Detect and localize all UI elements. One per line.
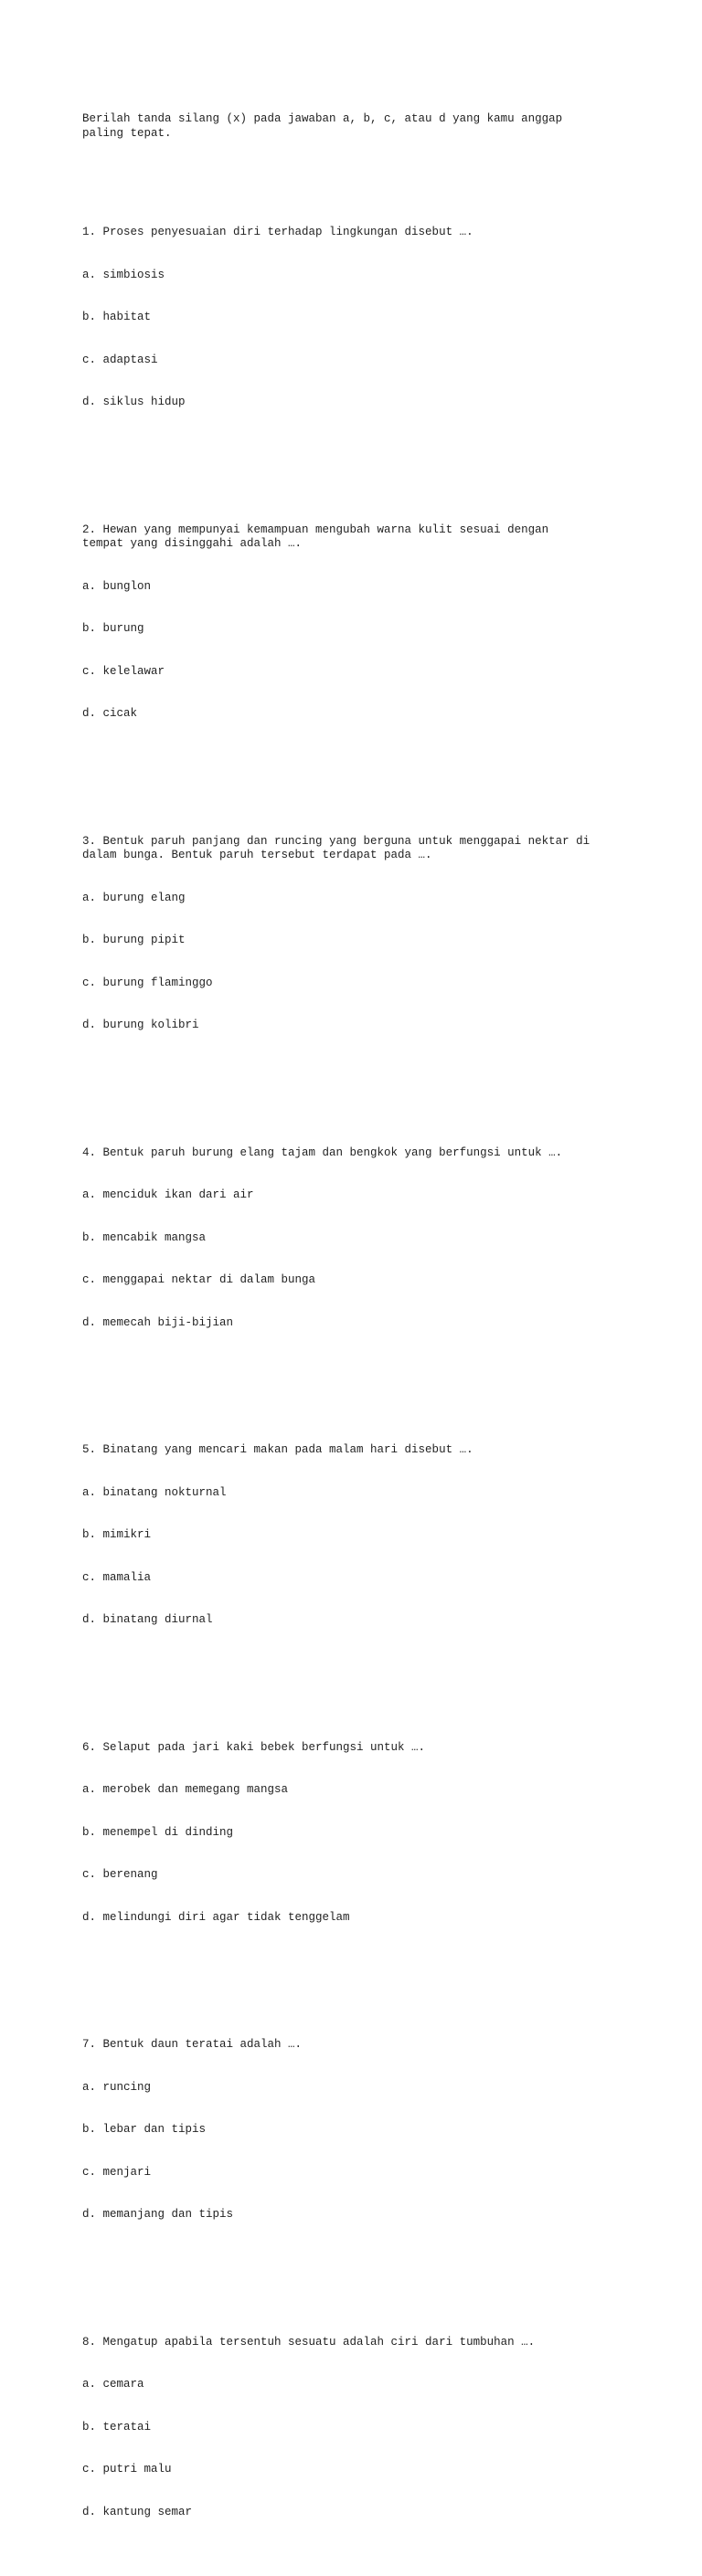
option-a: a. cemara — [82, 2378, 144, 2391]
option-a: a. menciduk ikan dari air — [82, 1188, 254, 1201]
option-a: a. binatang nokturnal — [82, 1485, 227, 1499]
instructions-text: Berilah tanda silang (x) pada jawaban a, b, c, atau d yang kamu anggap paling tepat. — [82, 112, 563, 140]
worksheet-page — [82, 84, 667, 2576]
option-a: a. burung elang — [82, 891, 186, 904]
option-b: b. menempel di dinding — [82, 1825, 234, 1839]
question-8 — [82, 2307, 667, 2549]
option-a: a. bunglon — [82, 579, 152, 593]
option-a: a. simbiosis — [82, 268, 165, 281]
question-text: 8. Mengatup apabila tersentuh sesuatu adalah ciri dari tumbuhan …. — [82, 2335, 536, 2349]
option-c: c. menjari — [82, 2165, 152, 2179]
option-a: a. merobek dan memegang mangsa — [82, 1783, 289, 1796]
option-a: a. runcing — [82, 2080, 152, 2094]
question-4 — [82, 1118, 667, 1359]
question-text: 4. Bentuk paruh burung elang tajam dan bengkok yang berfungsi untuk …. — [82, 1145, 563, 1159]
option-c: c. mamalia — [82, 1570, 152, 1584]
question-3 — [82, 807, 667, 1061]
option-b: b. mimikri — [82, 1528, 152, 1541]
option-d: d. kantung semar — [82, 2505, 193, 2518]
option-d: d. memanjang dan tipis — [82, 2208, 234, 2221]
question-6 — [82, 1713, 667, 1954]
question-text: 3. Bentuk paruh panjang dan runcing yang berguna untuk menggapai nektar di dalam bunga. Bentuk paruh tersebut terdapat pada …. — [82, 834, 590, 861]
question-text: 7. Bentuk daun teratai adalah …. — [82, 2038, 303, 2051]
question-1 — [82, 197, 667, 438]
question-2 — [82, 495, 667, 750]
question-text: 5. Binatang yang mencari makan pada malam hari disebut …. — [82, 1443, 473, 1456]
option-d: d. memecah biji-bijian — [82, 1315, 234, 1329]
option-c: c. adaptasi — [82, 353, 158, 366]
option-c: c. kelelawar — [82, 664, 165, 678]
question-5 — [82, 1415, 667, 1656]
option-d: d. binatang diurnal — [82, 1613, 213, 1626]
option-c: c. menggapai nektar di dalam bunga — [82, 1273, 316, 1286]
option-c: c. burung flaminggo — [82, 976, 213, 989]
option-d: d. siklus hidup — [82, 396, 186, 408]
question-text: 2. Hewan yang mempunyai kemampuan mengubah warna kulit sesuai dengan tempat yang disinggahi adalah …. — [82, 523, 549, 550]
option-c: c. putri malu — [82, 2463, 172, 2476]
option-d: d. burung kolibri — [82, 1019, 199, 1031]
option-c: c. berenang — [82, 1868, 158, 1881]
question-7 — [82, 2010, 667, 2251]
option-b: b. habitat — [82, 311, 152, 323]
option-b: b. lebar dan tipis — [82, 2123, 207, 2136]
option-d: d. melindungi diri agar tidak tenggelam — [82, 1910, 350, 1924]
option-b: b. mencabik mangsa — [82, 1230, 207, 1244]
option-b: b. burung — [82, 622, 144, 635]
question-text: 1. Proses penyesuaian diri terhadap lingkungan disebut …. — [82, 226, 473, 238]
option-b: b. teratai — [82, 2420, 152, 2433]
option-d: d. cicak — [82, 707, 138, 720]
question-text: 6. Selaput pada jari kaki bebek berfungsi untuk …. — [82, 1740, 426, 1754]
option-b: b. burung pipit — [82, 934, 186, 946]
